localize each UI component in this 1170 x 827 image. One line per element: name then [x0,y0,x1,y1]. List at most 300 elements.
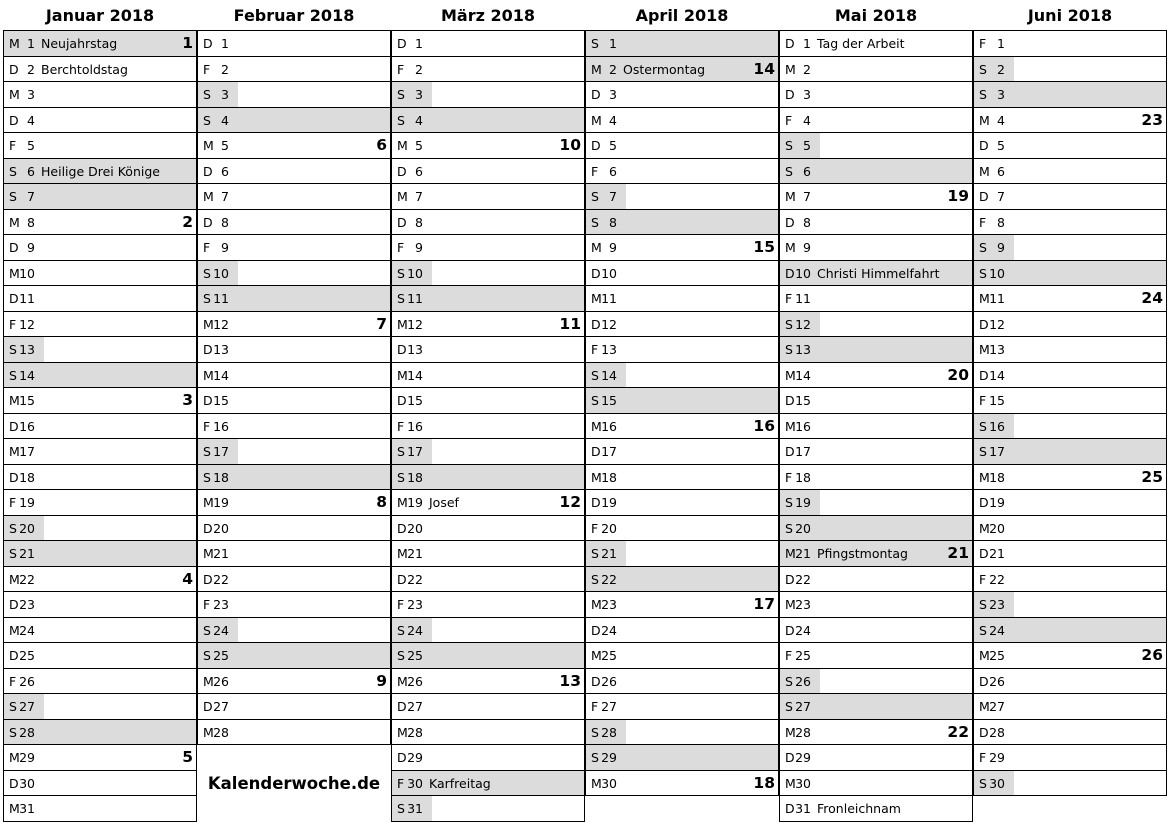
weekday-label: D [979,724,989,740]
day-number: 2 [609,61,617,77]
day-row [973,567,1167,593]
weekday-label: M [591,418,602,434]
day-number: 4 [221,112,229,128]
weekday-label: S [979,265,987,281]
day-number: 13 [795,342,811,357]
day-row [973,261,1167,287]
day-number: 8 [415,214,423,230]
day-row [197,286,391,312]
weekday-label: F [591,163,599,179]
weekday-label: F [397,775,405,791]
weekday-label: M [203,724,214,740]
day-row [3,643,197,669]
day-row [3,516,197,542]
day-row [197,516,391,542]
day-row [973,516,1167,542]
day-row [3,745,197,771]
weekday-label: D [397,750,407,765]
day-row [973,388,1167,414]
day-row [779,414,973,440]
day-row [779,465,973,491]
weekday-label: S [591,546,599,561]
weekday-label: M [785,546,796,561]
day-number: 7 [997,189,1005,204]
week-number: 12 [559,493,581,511]
day-number: 3 [609,87,617,102]
weekday-label: F [591,342,599,357]
weekday-label: D [397,699,407,714]
day-number: 28 [407,724,423,740]
day-row [973,414,1167,440]
week-number: 26 [1141,646,1163,664]
day-number: 10 [213,265,229,281]
day-row [585,261,779,287]
day-row [973,159,1167,185]
weekday-label: S [203,112,211,128]
day-list [391,30,585,822]
day-number: 29 [19,750,35,765]
weekday-label: F [979,393,987,408]
week-number: 18 [753,773,775,792]
weekday-label: M [203,546,214,561]
weekday-label: D [591,673,601,689]
day-row [197,669,391,695]
day-row [585,567,779,593]
day-number: 8 [27,214,35,230]
weekday-label: D [979,546,989,561]
day-row [585,31,779,57]
day-number: 20 [407,520,423,536]
weekday-label: S [785,673,793,689]
day-row [779,108,973,134]
day-number: 27 [601,699,617,714]
weekday-label: M [397,189,408,204]
day-row [391,261,585,287]
day-row [197,414,391,440]
weekday-label: S [397,291,405,306]
day-row [391,133,585,159]
weekday-label: S [591,214,599,230]
day-row [779,669,973,695]
weekday-label: F [397,597,405,612]
weekday-label: D [785,622,795,638]
day-number: 24 [601,622,617,638]
weekday-label: D [979,189,989,204]
day-row [391,286,585,312]
day-row [391,541,585,567]
weekday-label: M [591,597,602,612]
day-row [585,516,779,542]
weekday-label: D [397,571,407,587]
day-row [197,388,391,414]
day-number: 29 [795,750,811,765]
day-row [779,618,973,644]
weekday-label: D [591,87,601,102]
day-row [3,490,197,516]
day-number: 28 [601,724,617,740]
weekday-label: M [979,699,990,714]
weekday-label: S [9,699,17,714]
day-number: 21 [407,546,423,561]
day-row [391,516,585,542]
weekday-label: M [979,112,990,128]
holiday-label: Neujahrstag [41,36,118,51]
weekday-label: M [9,750,20,765]
weekday-label: M [203,189,214,204]
weekday-label: F [203,597,211,612]
day-row [779,694,973,720]
day-number: 23 [795,597,811,612]
day-row [391,31,585,57]
day-number: 20 [19,520,35,536]
day-row [197,490,391,516]
day-number: 3 [221,87,229,102]
day-number: 16 [989,418,1005,434]
day-row [391,669,585,695]
day-row [3,133,197,159]
weekday-label: S [591,724,599,740]
brand-label: Kalenderwoche.de [207,774,381,793]
day-number: 26 [213,673,229,689]
day-row [3,592,197,618]
weekday-label: F [9,673,17,689]
weekday-label: M [397,138,408,153]
day-number: 1 [609,36,617,51]
day-row [391,337,585,363]
weekday-label: S [785,316,793,332]
day-number: 15 [601,393,617,408]
day-number: 7 [803,189,811,204]
weekday-label: M [591,648,602,663]
day-row [585,414,779,440]
day-row [3,465,197,491]
day-number: 15 [19,393,35,408]
day-row [197,337,391,363]
day-row [779,57,973,83]
holiday-label: Tag der Arbeit [817,36,905,51]
week-number: 23 [1141,110,1163,129]
day-number: 26 [407,673,423,689]
day-row [391,771,585,797]
day-number: 16 [19,418,35,434]
day-number: 10 [19,265,35,281]
weekday-label: M [591,61,602,77]
day-number: 6 [803,163,811,179]
day-row [391,490,585,516]
day-number: 18 [213,469,229,485]
day-row [973,286,1167,312]
day-number: 20 [213,520,229,536]
weekday-label: D [591,622,601,638]
weekday-label: M [979,342,990,357]
day-row [585,490,779,516]
day-number: 18 [407,469,423,485]
day-row [197,159,391,185]
day-number: 21 [19,546,35,561]
day-row [3,618,197,644]
day-row [391,57,585,83]
day-number: 13 [213,342,229,357]
day-number: 30 [795,775,811,791]
day-number: 22 [795,571,811,587]
day-number: 2 [27,61,35,77]
day-number: 6 [221,163,229,179]
weekday-label: D [203,699,213,714]
weekday-label: M [203,367,214,383]
weekday-label: D [785,214,795,230]
month-title: Juni 2018 [1027,6,1113,25]
weekday-label: D [397,214,407,230]
weekday-label: M [9,444,20,459]
day-row [391,592,585,618]
day-number: 25 [601,648,617,663]
day-row [779,31,973,57]
day-row [391,439,585,465]
day-row [973,235,1167,261]
holiday-label: Karfreitag [429,775,491,791]
week-number: 19 [947,187,969,205]
day-number: 29 [601,750,617,765]
day-number: 5 [997,138,1005,153]
weekday-label: S [203,469,211,485]
weekday-label: M [203,138,214,153]
day-row [973,82,1167,108]
day-row [391,414,585,440]
day-number: 21 [989,546,1005,561]
day-row [585,108,779,134]
day-row [779,796,973,822]
weekday-label: D [979,673,989,689]
weekday-label: D [785,87,795,102]
week-number: 1 [182,34,193,52]
day-row [391,108,585,134]
day-number: 20 [795,520,811,536]
day-row [973,592,1167,618]
month-title: Januar 2018 [45,6,155,25]
weekday-label: D [785,265,795,281]
day-number: 19 [407,495,423,510]
weekday-label: S [591,367,599,383]
holiday-label: Pfingstmontag [817,546,908,561]
day-row [3,108,197,134]
day-row [973,745,1167,771]
day-row [779,592,973,618]
week-number: 17 [753,595,775,613]
day-number: 17 [213,444,229,459]
weekday-label: M [9,87,20,102]
day-row [391,82,585,108]
weekday-label: S [203,265,211,281]
weekday-label: S [9,520,17,536]
day-row [3,312,197,338]
day-row [973,363,1167,389]
weekday-label: F [979,214,987,230]
weekday-label: M [785,61,796,77]
day-row [585,363,779,389]
weekday-label: S [591,36,599,51]
day-row [973,439,1167,465]
day-row [973,184,1167,210]
day-number: 13 [407,342,423,357]
day-number: 27 [213,699,229,714]
day-number: 23 [601,597,617,612]
day-row [391,796,585,822]
weekday-label: M [203,316,214,332]
weekday-label: M [203,673,214,689]
weekday-label: M [9,801,20,816]
week-number: 24 [1141,289,1163,307]
weekday-label: M [591,775,602,791]
weekday-label: M [591,469,602,485]
day-row [779,261,973,287]
day-row [197,210,391,236]
day-row [973,133,1167,159]
day-row [391,720,585,746]
day-row [197,567,391,593]
day-row [391,388,585,414]
weekday-label: F [9,495,17,510]
weekday-label: M [9,36,20,51]
weekday-label: S [979,444,987,459]
day-row [585,618,779,644]
day-row [197,235,391,261]
day-number: 17 [601,444,617,459]
day-row [197,31,391,57]
weekday-label: D [203,520,213,536]
day-number: 4 [609,112,617,128]
day-row [391,618,585,644]
day-number: 25 [795,648,811,663]
weekday-label: S [9,546,17,561]
day-number: 2 [415,61,423,77]
weekday-label: D [9,112,19,128]
day-row [3,184,197,210]
weekday-label: D [979,316,989,332]
day-row [585,669,779,695]
day-row [585,82,779,108]
day-row [197,694,391,720]
day-number: 28 [989,724,1005,740]
day-number: 14 [601,367,617,383]
day-row [3,771,197,797]
day-list [779,30,973,822]
day-number: 6 [27,163,35,179]
weekday-label: M [397,316,408,332]
weekday-label: M [785,367,796,383]
day-number: 8 [609,214,617,230]
day-number: 28 [213,724,229,740]
day-number: 1 [221,36,229,51]
weekday-label: M [397,495,408,510]
day-number: 3 [803,87,811,102]
weekday-label: D [979,138,989,153]
day-row [197,261,391,287]
week-number: 9 [376,671,387,690]
day-number: 3 [997,87,1005,102]
week-number: 8 [376,493,387,511]
day-row [3,694,197,720]
day-row [3,720,197,746]
day-row [3,796,197,822]
day-row [973,694,1167,720]
day-number: 21 [795,546,811,561]
day-row [197,465,391,491]
weekday-label: S [785,163,793,179]
day-row [585,286,779,312]
day-row [197,720,391,746]
day-number: 5 [27,138,35,153]
day-row [585,694,779,720]
day-row [779,439,973,465]
day-number: 26 [989,673,1005,689]
day-row [391,184,585,210]
day-number: 11 [407,291,423,306]
day-number: 20 [989,520,1005,536]
day-number: 1 [27,36,35,51]
day-number: 19 [19,495,35,510]
day-list [197,30,391,745]
day-row [973,643,1167,669]
day-number: 8 [997,214,1005,230]
day-number: 21 [601,546,617,561]
day-row [973,337,1167,363]
day-row [779,541,973,567]
day-row [391,210,585,236]
weekday-label: D [785,444,795,459]
day-row [973,618,1167,644]
weekday-label: M [785,597,796,612]
day-number: 5 [415,138,423,153]
day-number: 28 [19,724,35,740]
day-row [3,337,197,363]
weekday-label: D [591,316,601,332]
weekday-label: S [397,112,405,128]
day-row [585,57,779,83]
day-number: 23 [407,597,423,612]
weekday-label: S [397,801,405,816]
day-number: 22 [19,571,35,587]
weekday-label: F [397,61,405,77]
weekday-label: F [203,61,211,77]
day-number: 30 [601,775,617,791]
day-row [585,184,779,210]
day-row [585,720,779,746]
weekday-label: M [979,469,990,485]
weekday-label: D [9,240,19,255]
holiday-label: Berchtoldstag [41,61,128,77]
weekday-label: S [203,648,211,663]
day-number: 15 [213,393,229,408]
weekday-label: D [203,36,213,51]
weekday-label: D [9,775,19,791]
weekday-label: S [397,469,405,485]
day-row [3,541,197,567]
day-number: 12 [213,316,229,332]
day-row [197,312,391,338]
weekday-label: S [785,342,793,357]
weekday-label: D [9,648,19,663]
day-row [585,439,779,465]
day-row [585,210,779,236]
weekday-label: F [591,699,599,714]
day-number: 22 [989,571,1005,587]
weekday-label: F [979,36,987,51]
weekday-label: D [979,367,989,383]
weekday-label: S [591,571,599,587]
weekday-label: S [9,367,17,383]
day-number: 25 [407,648,423,663]
weekday-label: S [9,189,17,204]
